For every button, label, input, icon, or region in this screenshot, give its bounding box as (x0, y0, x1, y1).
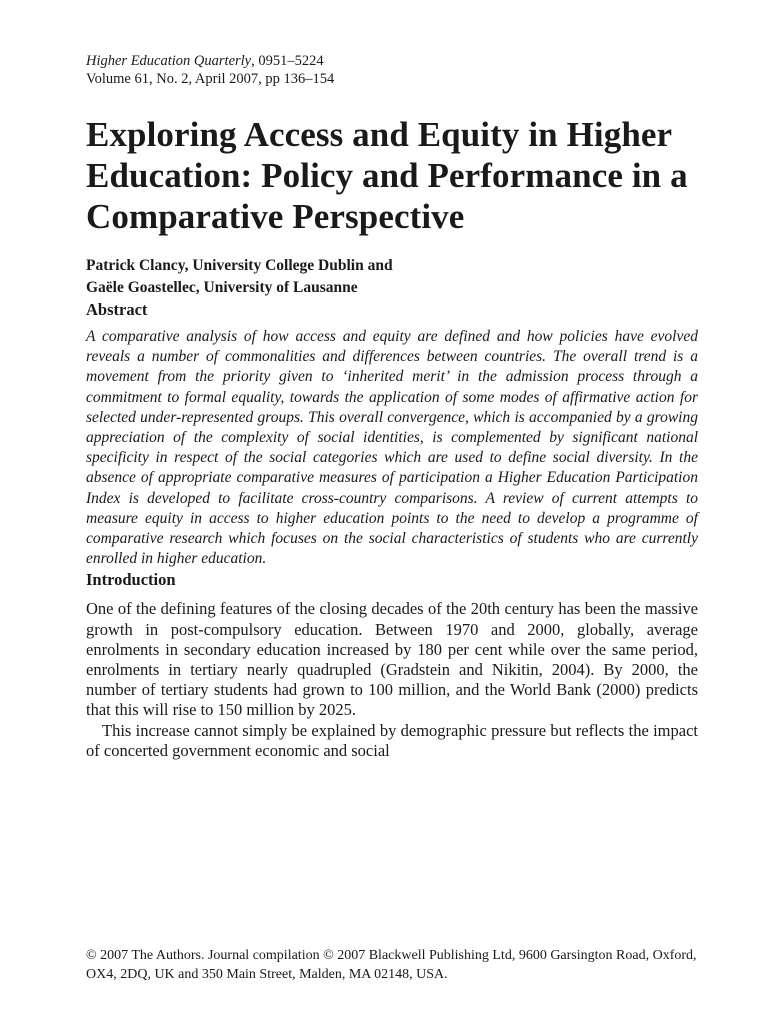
authors (86, 255, 698, 299)
journal-issn: , 0951–5224 (251, 53, 324, 69)
paper-page (86, 52, 698, 761)
paragraph: This increase cannot simply be explained by demographic pressure but reflects the impact of concerted government economic and social (86, 720, 698, 760)
abstract-heading: Abstract (86, 300, 148, 319)
introduction-body (86, 599, 698, 761)
abstract-text: A comparative analysis of how access and equity are defined and how policies have evolved reveals a number of commonalities and differences between countries. The overall trend is a movement from the priority given to ‘inherited merit’ in the admission process through a commitment to formal equality, towards the application of some modes of affirmative action for selected under-represented groups. This overall convergence, which is accompanied by a growing appreciation of the complexity of social identities, is complemented by significant national specificity in respect of the social categories which are used to define social diversity. In the absence of appropriate comparative measures of participation a Higher Education Participation Index is developed to facilitate cross-country comparisons. A review of current attempts to measure equity in access to higher education points to the need to develop a programme of comparative research which focuses on the social characteristics of students who are currently enrolled in higher education. (86, 328, 698, 568)
journal-name-line (86, 52, 698, 70)
paragraph: One of the defining features of the closing decades of the 20th century has been the massive growth in post-compulsory education. Between 1970 and 2000, globally, average enrolments in secondary education increased by 180 per cent while over the same period, enrolments in tertiary nearly quadrupled (Gradstein and Nikitin, 2004). By 2000, the number of tertiary students had grown to 100 million, and the World Bank (2000) predicts that this will rise to 150 million by 2025. (86, 599, 698, 720)
journal-header (86, 52, 698, 88)
paper-title: Exploring Access and Equity in Higher Education: Policy and Performance in a Comparative Perspective (86, 115, 688, 236)
author-line: Gaële Goastellec, University of Lausanne (86, 279, 358, 296)
introduction-heading: Introduction (86, 570, 176, 590)
journal-volume: Volume 61, No. 2, April 2007, pp 136–154 (86, 71, 335, 87)
copyright-footer: © 2007 The Authors. Journal compilation © 2007 Blackwell Publishing Ltd, 9600 Garsington Road, Oxford, OX4, 2DQ, UK and 350 Main Street, Malden, MA 02148, USA. (86, 948, 697, 982)
journal-name: Higher Education Quarterly (86, 53, 252, 69)
author-line: Patrick Clancy, University College Dublin and (86, 257, 393, 274)
